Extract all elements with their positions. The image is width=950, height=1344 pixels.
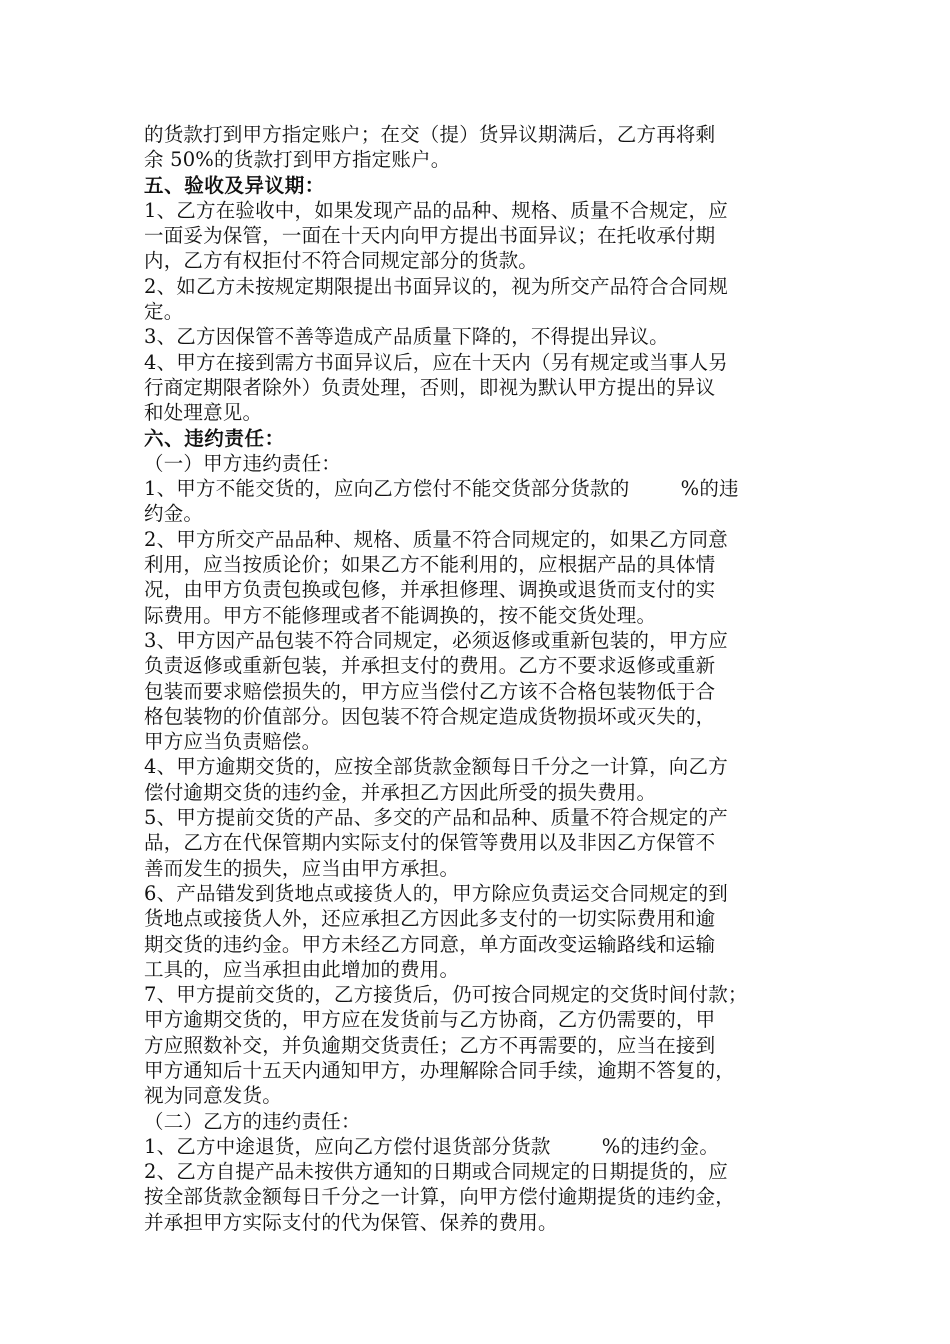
text-line: 2、乙方自提产品未按供方通知的日期或合同规定的日期提货的，应 — [144, 1160, 728, 1184]
text-line: 际费用。甲方不能修理或者不能调换的，按不能交货处理。 — [144, 603, 657, 627]
text-line: 2、如乙方未按规定期限提出书面异议的，视为所交产品符合合同规 — [144, 274, 728, 298]
text-line: （一）甲方违约责任： — [144, 451, 342, 475]
text-line: 3、甲方因产品包装不符合同规定，必须返修或重新包装的，甲方应 — [144, 628, 728, 652]
text-line: 方应照数补交，并负逾期交货责任；乙方不再需要的，应当在接到 — [144, 1033, 716, 1057]
text-line: 7、甲方提前交货的，乙方接货后，仍可按合同规定的交货时间付款； — [144, 983, 748, 1007]
text-line: 5、甲方提前交货的产品、多交的产品和品种、质量不符合规定的产 — [144, 806, 728, 830]
text-line: 包装而要求赔偿损失的，甲方应当偿付乙方该不合格包装物低于合 — [144, 679, 716, 703]
section-heading: 六、违约责任： — [144, 426, 285, 450]
text-line: 利用，应当按质论价；如果乙方不能利用的，应根据产品的具体情 — [144, 553, 716, 577]
section-heading: 五、验收及异议期： — [144, 173, 325, 197]
text-line: 一面妥为保管，一面在十天内向甲方提出书面异议；在托收承付期 — [144, 224, 716, 248]
text-line: 4、甲方在接到需方书面异议后，应在十天内（另有规定或当事人另 — [144, 350, 728, 374]
text-line: 并承担甲方实际支付的代为保管、保养的费用。 — [144, 1210, 558, 1234]
text-line: 2、甲方所交产品品种、规格、质量不符合同规定的，如果乙方同意 — [144, 527, 728, 551]
text-line: 格包装物的价值部分。因包装不符合规定造成货物损坏或灭失的， — [144, 704, 716, 728]
text-line: 甲方应当负责赔偿。 — [144, 730, 322, 754]
text-line: 期交货的违约金。甲方未经乙方同意，单方面改变运输路线和运输 — [144, 932, 716, 956]
text-line: 视为同意发货。 — [144, 1084, 282, 1108]
text-line: 定。 — [144, 300, 184, 324]
text-line: 内，乙方有权拒付不符合同规定部分的货款。 — [144, 249, 539, 273]
text-line: 货地点或接货人外，还应承担乙方因此多支付的一切实际费用和逾 — [144, 907, 716, 931]
text-line: 1、甲方不能交货的，应向乙方偿付不能交货部分货款的 %的违 — [144, 477, 739, 501]
text-line: 1、乙方中途退货，应向乙方偿付退货部分货款 %的违约金。 — [144, 1134, 720, 1158]
text-line: 甲方逾期交货的，甲方应在发货前与乙方协商，乙方仍需要的，甲 — [144, 1008, 716, 1032]
text-line: 偿付逾期交货的违约金，并承担乙方因此所受的损失费用。 — [144, 780, 657, 804]
text-line: 况，由甲方负责包换或包修，并承担修理、调换或退货而支付的实 — [144, 578, 716, 602]
text-line: （二）乙方的违约责任： — [144, 1109, 361, 1133]
text-line: 3、乙方因保管不善等造成产品质量下降的，不得提出异议。 — [144, 325, 669, 349]
text-line: 负责返修或重新包装，并承担支付的费用。乙方不要求返修或重新 — [144, 654, 716, 678]
document-page — [144, 122, 819, 1235]
text-line: 的货款打到甲方指定账户；在交（提）货异议期满后，乙方再将剩 — [144, 123, 716, 146]
text-line: 余 50%的货款打到甲方指定账户。 — [144, 148, 451, 172]
text-line: 甲方通知后十五天内通知甲方，办理解除合同手续，逾期不答复的， — [144, 1058, 736, 1082]
text-line: 行商定期限者除外）负责处理，否则，即视为默认甲方提出的异议 — [144, 375, 716, 399]
text-line: 6、产品错发到货地点或接货人的，甲方除应负责运交合同规定的到 — [144, 881, 728, 905]
text-line: 和处理意见。 — [144, 401, 263, 425]
text-line: 按全部货款金额每日千分之一计算，向甲方偿付逾期提货的违约金， — [144, 1185, 736, 1209]
text-line: 善而发生的损失，应当由甲方承担。 — [144, 856, 460, 880]
text-line: 1、乙方在验收中，如果发现产品的品种、规格、质量不合规定，应 — [144, 198, 728, 222]
text-line: 4、甲方逾期交货的，应按全部货款金额每日千分之一计算，向乙方 — [144, 755, 728, 779]
text-line: 品，乙方在代保管期内实际支付的保管等费用以及非因乙方保管不 — [144, 831, 716, 855]
text-line: 工具的，应当承担由此增加的费用。 — [144, 957, 460, 981]
text-line: 约金。 — [144, 502, 204, 526]
